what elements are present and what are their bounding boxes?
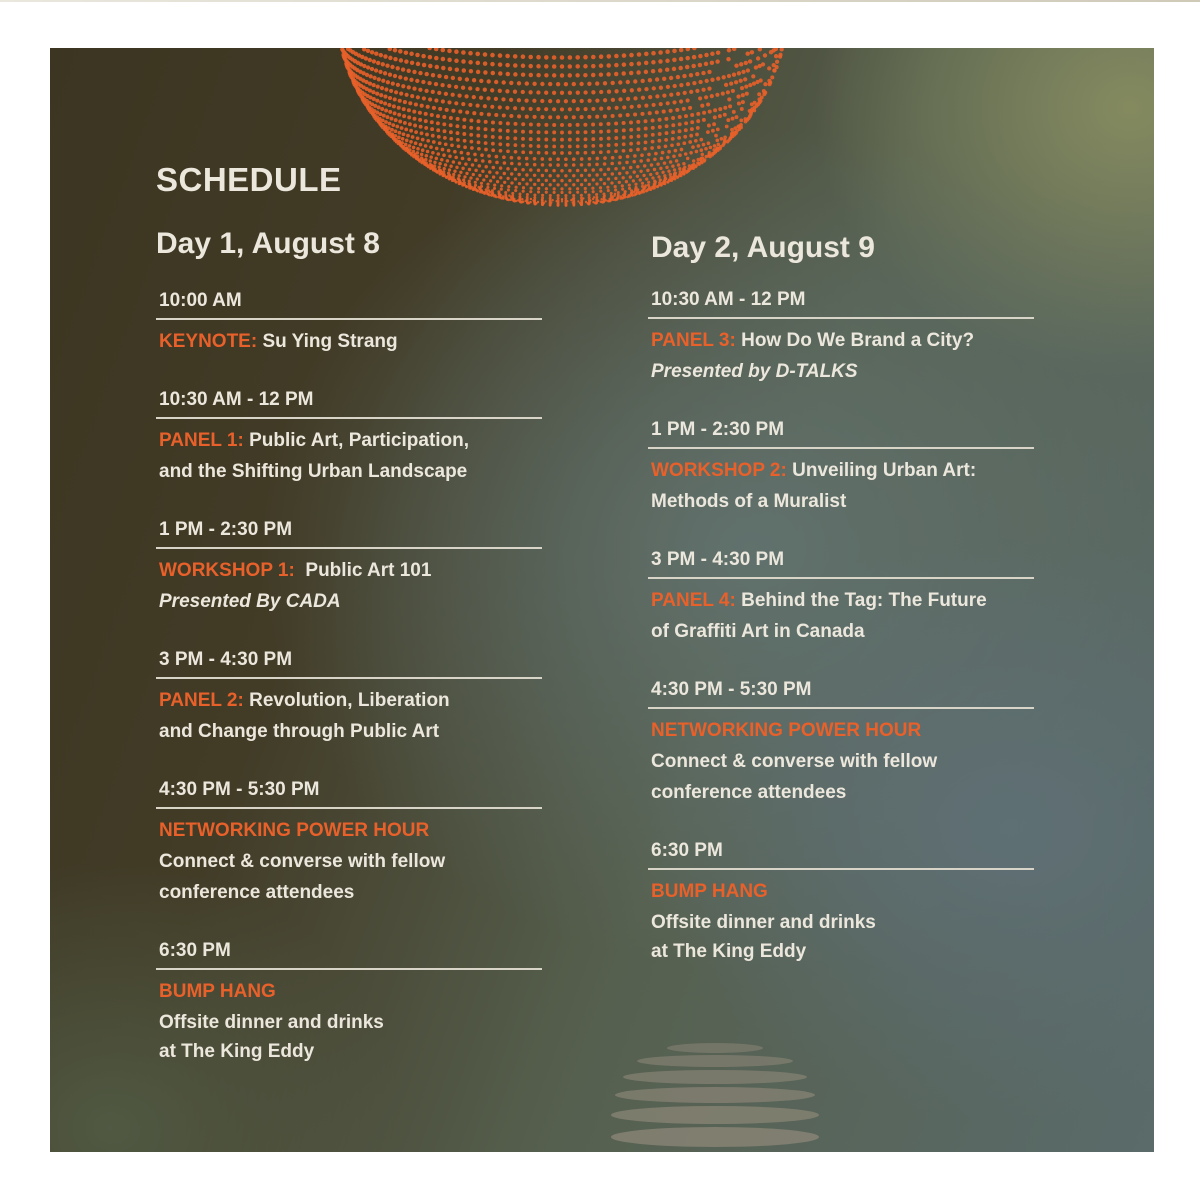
day2-session-3 [648, 545, 1034, 675]
session-title [156, 685, 542, 716]
session-presenter: Presented By CADA [159, 591, 341, 612]
divider [648, 317, 1034, 319]
session-label: NETWORKING POWER HOUR [159, 820, 430, 841]
session-text-line2: conference attendees [159, 882, 355, 903]
session-time: 6:30 PM [159, 940, 231, 961]
day2-session-2 [648, 415, 1034, 545]
day2-title: Day 2, August 9 [651, 231, 875, 264]
top-border-rule [0, 0, 1200, 2]
divider [156, 547, 542, 549]
session-time: 4:30 PM - 5:30 PM [651, 679, 812, 700]
session-title [648, 585, 1034, 616]
session-title [648, 455, 1034, 486]
divider [648, 577, 1034, 579]
session-label: PANEL 3: [651, 330, 736, 351]
session-time: 1 PM - 2:30 PM [159, 519, 293, 540]
day1-title: Day 1, August 8 [156, 227, 380, 260]
session-text-line2: and the Shifting Urban Landscape [159, 461, 468, 482]
session-time: 10:00 AM [159, 290, 242, 311]
day2-schedule [648, 285, 1034, 965]
session-text: Public Art, Participation, [249, 430, 470, 451]
session-time: 3 PM - 4:30 PM [651, 549, 785, 570]
session-label: BUMP HANG [159, 981, 276, 1002]
day1-session-3 [156, 515, 542, 645]
day1-session-1 [156, 286, 542, 385]
session-text: Public Art 101 [305, 560, 432, 581]
session-title [156, 425, 542, 456]
session-text: Behind the Tag: The Future [741, 590, 987, 611]
session-text-line2: Methods of a Muralist [651, 491, 847, 512]
divider [156, 677, 542, 679]
day1-session-6 [156, 936, 542, 1065]
session-time: 6:30 PM [651, 840, 723, 861]
day2-session-1 [648, 285, 1034, 415]
session-label: WORKSHOP 2: [651, 460, 787, 481]
session-text: Su Ying Strang [262, 331, 398, 352]
session-text: Unveiling Urban Art: [792, 460, 977, 481]
session-presenter: Presented by D-TALKS [651, 361, 858, 382]
divider [156, 807, 542, 809]
session-text: How Do We Brand a City? [741, 330, 975, 351]
page-title: SCHEDULE [156, 161, 342, 198]
day2-session-4 [648, 675, 1034, 836]
session-title [648, 325, 1034, 356]
session-label: BUMP HANG [651, 881, 768, 902]
divider [648, 447, 1034, 449]
session-label: PANEL 2: [159, 690, 244, 711]
session-time: 10:30 AM - 12 PM [651, 289, 806, 310]
divider [156, 417, 542, 419]
day1-session-2 [156, 385, 542, 515]
session-text: Connect & converse with fellow [159, 851, 446, 872]
day2-session-5 [648, 836, 1034, 965]
session-time: 10:30 AM - 12 PM [159, 389, 314, 410]
day1-session-4 [156, 645, 542, 775]
divider [156, 968, 542, 970]
session-label: NETWORKING POWER HOUR [651, 720, 922, 741]
session-title [156, 555, 542, 586]
session-time: 3 PM - 4:30 PM [159, 649, 293, 670]
schedule-poster [50, 48, 1154, 1152]
session-time: 4:30 PM - 5:30 PM [159, 779, 320, 800]
divider [648, 707, 1034, 709]
session-label: WORKSHOP 1: [159, 560, 295, 581]
session-label: PANEL 4: [651, 590, 736, 611]
session-title [156, 326, 542, 357]
divider [648, 868, 1034, 870]
divider [156, 318, 542, 320]
session-text-line2: at The King Eddy [651, 941, 807, 962]
session-text: Revolution, Liberation [249, 690, 450, 711]
day1-session-5 [156, 775, 542, 936]
session-text-line2: of Graffiti Art in Canada [651, 621, 865, 642]
session-label: PANEL 1: [159, 430, 244, 451]
session-text-line2: and Change through Public Art [159, 721, 440, 742]
session-text: Offsite dinner and drinks [159, 1012, 384, 1033]
day1-schedule [156, 286, 542, 1065]
session-text: Connect & converse with fellow [651, 751, 938, 772]
session-text: Offsite dinner and drinks [651, 912, 876, 933]
session-label: KEYNOTE: [159, 331, 258, 352]
session-text-line2: at The King Eddy [159, 1041, 315, 1062]
session-text-line2: conference attendees [651, 782, 847, 803]
session-time: 1 PM - 2:30 PM [651, 419, 785, 440]
